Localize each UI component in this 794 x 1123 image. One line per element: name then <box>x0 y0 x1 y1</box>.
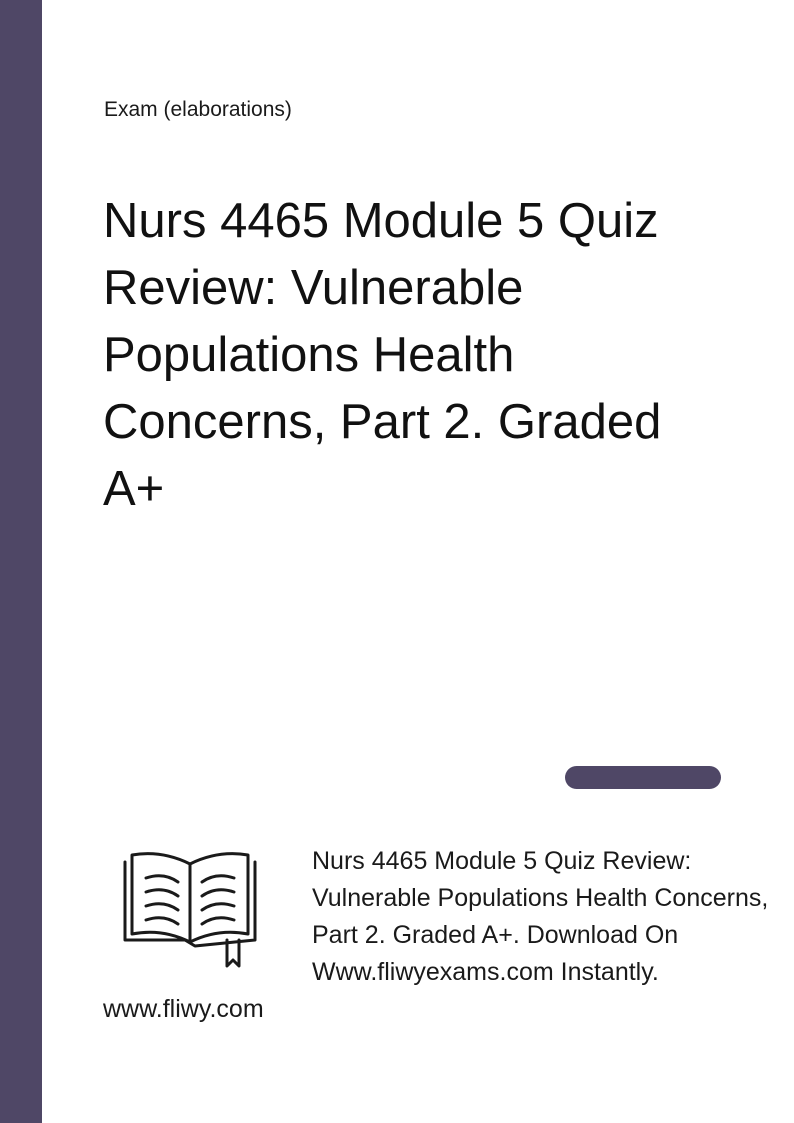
open-book-icon <box>120 850 260 970</box>
document-title: Nurs 4465 Module 5 Quiz Review: Vulnerable Populations Health Concerns, Part 2. Graded A+ <box>103 194 662 516</box>
document-type-label: Exam (elaborations) <box>104 98 292 121</box>
decorative-pill <box>565 766 721 789</box>
sidebar-accent-bar <box>0 0 42 1123</box>
promo-description: Nurs 4465 Module 5 Quiz Review: Vulnerable Populations Health Concerns, Part 2. Graded A+. Download On Www.fliwyexams.com Instantly. <box>312 847 769 986</box>
site-url: www.fliwy.com <box>103 995 264 1023</box>
